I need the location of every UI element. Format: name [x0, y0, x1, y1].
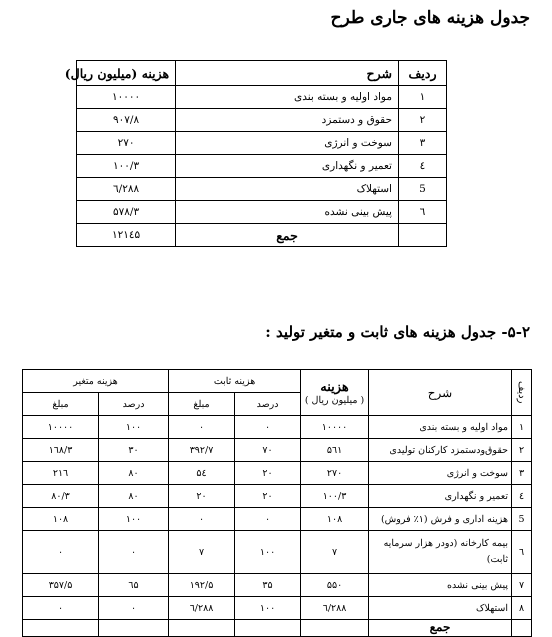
row-description: بیمه کارخانه (دودر هزار سرمایه ثابت): [369, 531, 512, 574]
row-fixed-amount: ۰: [169, 416, 235, 439]
row-variable-percent: ۸۰: [99, 485, 169, 508]
row-fixed-percent: ۲۰: [235, 485, 301, 508]
row-fixed-percent: ۷۰: [235, 439, 301, 462]
row-cost: ۵۵۰: [301, 574, 369, 597]
total-label: جمع: [369, 620, 512, 637]
row-variable-amount: ۲۱٦: [23, 462, 99, 485]
total-radif-cell: [512, 620, 532, 637]
table-row: [77, 132, 447, 155]
row-radif: ۳: [512, 462, 532, 485]
total-empty-cell: [398, 224, 446, 247]
row-cost: ۱۰۰/۳: [301, 485, 369, 508]
row-radif: 5: [398, 178, 446, 201]
row-radif: ٦: [512, 531, 532, 574]
row-variable-amount: ۰: [23, 597, 99, 620]
table-row: [77, 155, 447, 178]
row-description: مواد اولیه و بسته بندی: [176, 86, 399, 109]
row-description: سوخت و انرژی: [176, 132, 399, 155]
row-description: تعمیر و نگهداری: [369, 485, 512, 508]
row-cost: ۵۷۸/۳: [77, 201, 176, 224]
row-variable-percent: ۸۰: [99, 462, 169, 485]
row-fixed-amount: ۳۹۲/۷: [169, 439, 235, 462]
row-radif: ٤: [512, 485, 532, 508]
row-radif: 5: [512, 508, 532, 531]
table-row: [77, 201, 447, 224]
row-variable-percent: ٦۵: [99, 574, 169, 597]
header-cost: [301, 370, 369, 416]
total-fixed-pct-cell: [235, 620, 301, 637]
row-radif: ۷: [512, 574, 532, 597]
row-radif: ۸: [512, 597, 532, 620]
row-cost: ۷: [301, 531, 369, 574]
row-variable-amount: ۸۰/۳: [23, 485, 99, 508]
row-variable-amount: ۱۰۸: [23, 508, 99, 531]
section2-title: ۵-۲- جدول هزینه های ثابت و متغیر تولید :: [265, 323, 530, 341]
table-row: [23, 597, 532, 620]
header-cost-unit: ( میلیون ریال ): [304, 394, 365, 406]
row-fixed-amount: ۰: [169, 508, 235, 531]
header-sharh: شرح: [369, 370, 512, 416]
row-cost: ۱۰۰۰۰: [77, 86, 176, 109]
total-cost-cell: [301, 620, 369, 637]
total-var-amt-cell: [23, 620, 99, 637]
header-cost: هزینه (میلیون ریال): [77, 61, 176, 86]
row-description: سوخت و انرژی: [369, 462, 512, 485]
fixed-variable-costs-table: [22, 369, 532, 637]
row-radif: ٤: [398, 155, 446, 178]
row-description: استهلاک: [176, 178, 399, 201]
total-fixed-amt-cell: [169, 620, 235, 637]
table-row: [23, 508, 532, 531]
row-variable-amount: ۳۵۷/۵: [23, 574, 99, 597]
header-fixed: هزینه ثابت: [169, 370, 301, 393]
table-row: [23, 416, 532, 439]
row-description: حقوق‌ودستمزد کارکنان تولیدی: [369, 439, 512, 462]
total-row: [23, 620, 532, 637]
table-row: [23, 485, 532, 508]
row-radif: ٦: [398, 201, 446, 224]
row-fixed-percent: ۰: [235, 508, 301, 531]
row-variable-percent: ۳۰: [99, 439, 169, 462]
table-row: [23, 531, 532, 574]
row-description: حقوق و دستمزد: [176, 109, 399, 132]
header-variable-amount: مبلغ: [23, 393, 99, 416]
row-fixed-percent: ۳۵: [235, 574, 301, 597]
row-cost: ۱۰۰/۳: [77, 155, 176, 178]
row-fixed-amount: ۵٤: [169, 462, 235, 485]
row-description: استهلاک: [369, 597, 512, 620]
row-fixed-amount: ۱۹۲/۵: [169, 574, 235, 597]
current-costs-table: [64, 60, 447, 247]
row-radif: ۲: [512, 439, 532, 462]
row-variable-amount: ۰: [23, 531, 99, 574]
header-variable: هزینه متغیر: [23, 370, 169, 393]
row-fixed-percent: ۱۰۰: [235, 531, 301, 574]
row-cost: ۵٦۱: [301, 439, 369, 462]
row-variable-percent: ۰: [99, 531, 169, 574]
row-fixed-amount: ۲۰: [169, 485, 235, 508]
row-variable-amount: ۱۰۰۰۰: [23, 416, 99, 439]
total-value: ۱۲۱٤۵: [77, 224, 176, 247]
table-row: [23, 462, 532, 485]
row-radif: ۱: [398, 86, 446, 109]
row-fixed-amount: ۷: [169, 531, 235, 574]
row-description: تعمیر و نگهداری: [176, 155, 399, 178]
row-description: پیش بینی نشده: [176, 201, 399, 224]
total-var-pct-cell: [99, 620, 169, 637]
row-cost: ۲۸۸/٦: [301, 597, 369, 620]
row-fixed-percent: ۲۰: [235, 462, 301, 485]
row-variable-percent: ۱۰۰: [99, 508, 169, 531]
row-fixed-percent: ۰: [235, 416, 301, 439]
header-sharh: شرح: [176, 61, 399, 86]
table-row: [23, 439, 532, 462]
header-radif: ردیف: [398, 61, 446, 86]
row-radif: ۳: [398, 132, 446, 155]
row-cost: ۲۸۸/٦: [77, 178, 176, 201]
row-description: هزینه اداری و فرش (۱٪ فروش): [369, 508, 512, 531]
row-fixed-percent: ۱۰۰: [235, 597, 301, 620]
row-cost: ۱۰۸: [301, 508, 369, 531]
row-variable-amount: ۱٦۸/۳: [23, 439, 99, 462]
header-radif: ردیف: [512, 370, 532, 416]
row-variable-percent: ۱۰۰: [99, 416, 169, 439]
row-radif: ۲: [398, 109, 446, 132]
row-fixed-amount: ۲۸۸/٦: [169, 597, 235, 620]
table-row: [77, 178, 447, 201]
total-row: [77, 224, 447, 247]
table-row: [77, 109, 447, 132]
total-label: جمع: [176, 224, 399, 247]
row-description: پیش بینی نشده: [369, 574, 512, 597]
row-cost: ۱۰۰۰۰: [301, 416, 369, 439]
table-row: [23, 574, 532, 597]
header-fixed-amount: مبلغ: [169, 393, 235, 416]
row-cost: ۲۷۰: [77, 132, 176, 155]
table-header-row: [23, 370, 532, 393]
row-radif: ۱: [512, 416, 532, 439]
table-header-row: [77, 61, 447, 86]
table-row: [77, 86, 447, 109]
header-fixed-percent: درصد: [235, 393, 301, 416]
header-cost-label: هزینه: [320, 379, 349, 395]
section1-title: جدول هزینه های جاری طرح: [330, 8, 530, 28]
row-description: مواد اولیه و بسته بندی: [369, 416, 512, 439]
header-variable-percent: درصد: [99, 393, 169, 416]
row-variable-percent: ۰: [99, 597, 169, 620]
row-cost: ۲۷۰: [301, 462, 369, 485]
row-cost: ۹۰۷/۸: [77, 109, 176, 132]
